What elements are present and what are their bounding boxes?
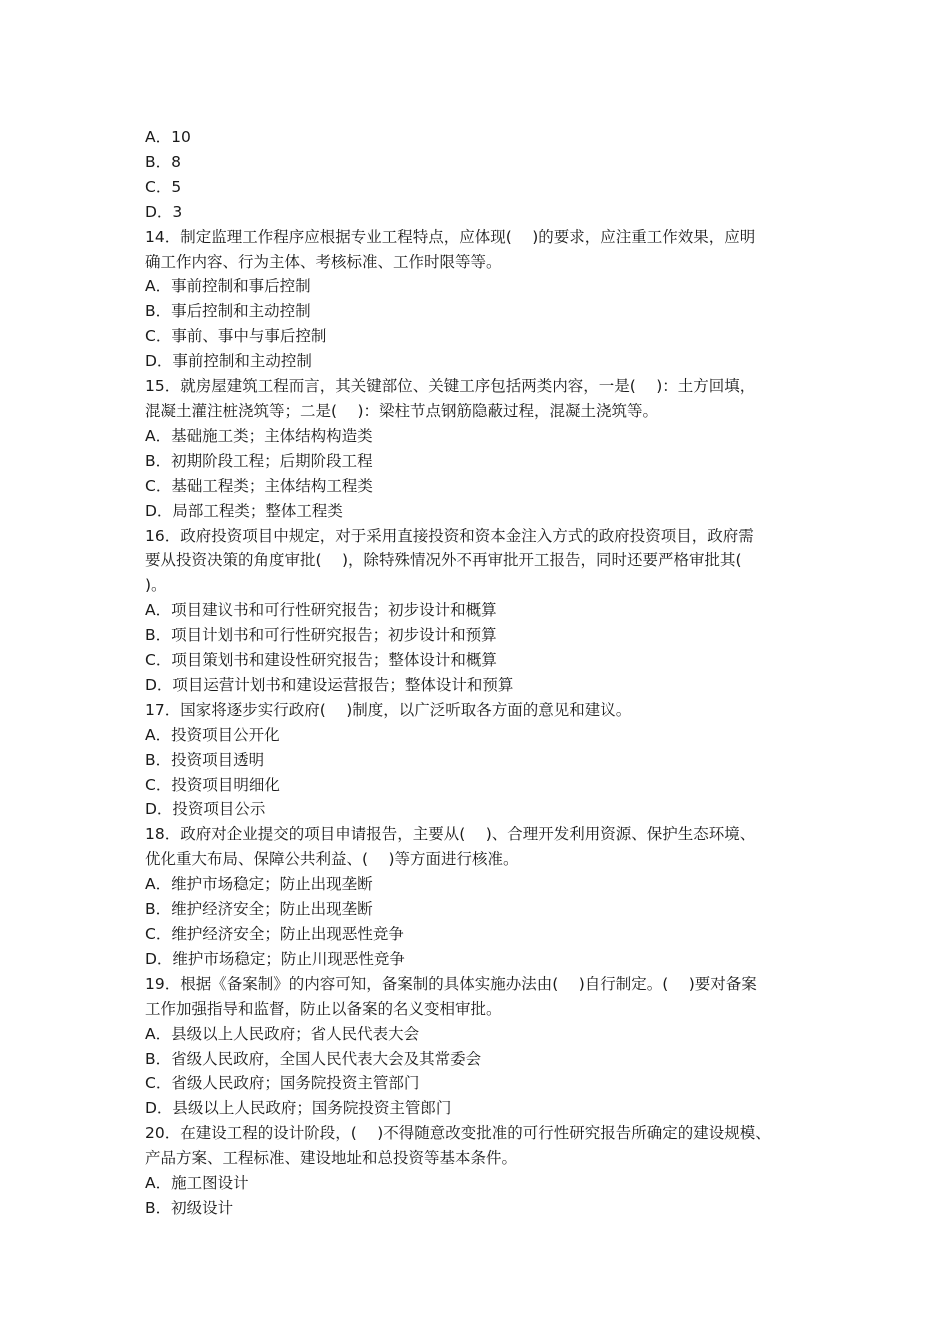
question-19: 19．根据《备案制》的内容可知，备案制的具体实施办法由( )自行制定。( )要对备案	[145, 974, 757, 993]
option-d: D．县级以上人民政府；国务院投资主管郎门	[145, 1099, 452, 1118]
option-b: B．初级设计	[145, 1198, 234, 1217]
option-d: D．事前控制和主动控制	[145, 352, 312, 371]
option-c: C．项目策划书和建设性研究报告；整体设计和概算	[145, 651, 497, 670]
option-a: A．维护市场稳定；防止出现垄断	[145, 875, 373, 894]
option-a: A．县级以上人民政府；省人民代表大会	[145, 1024, 420, 1043]
text-line: 工作加强指导和监督，防止以备案的名义变相审批。	[145, 999, 502, 1018]
question-14: 14．制定监理工作程序应根据专业工程特点，应体现( )的要求，应注重工作效果，应明	[145, 227, 756, 246]
option-b: B．项目计划书和可行性研究报告；初步设计和预算	[145, 626, 497, 645]
option-c: C．事前、事中与事后控制	[145, 327, 327, 346]
option-b: B．初期阶段工程；后期阶段工程	[145, 451, 373, 470]
option-b: B．事后控制和主动控制	[145, 302, 311, 321]
option-a: A．施工图设计	[145, 1174, 249, 1193]
text-line: C．5	[145, 177, 182, 196]
text-line: )。	[145, 576, 167, 595]
option-c: C．基础工程类；主体结构工程类	[145, 476, 373, 495]
question-16: 16．政府投资项目中规定，对于采用直接投资和资本金注入方式的政府投资项目，政府需	[145, 526, 754, 545]
option-d: D．维护市场稳定；防止川现恶性竞争	[145, 949, 405, 968]
question-20: 20．在建设工程的设计阶段，( )不得随意改变批准的可行性研究报告所确定的建设规模、	[145, 1124, 771, 1143]
option-b: B．投资项目透明	[145, 750, 265, 769]
option-d: D．局部工程类；整体工程类	[145, 501, 343, 520]
option-c: C．维护经济安全；防止出现恶性竞争	[145, 925, 404, 943]
text-line: A．10	[145, 128, 191, 146]
option-c: C．投资项目明细化	[145, 775, 280, 794]
option-a: A．基础施工类；主体结构构造类	[145, 426, 373, 445]
question-list	[145, 125, 820, 1221]
question-18: 18．政府对企业提交的项目申请报告，主要从( )、合理开发利用资源、保护生态环境、	[145, 825, 756, 844]
option-c: C．省级人民政府；国务院投资主管部门	[145, 1074, 420, 1093]
text-line: D．3	[145, 202, 183, 221]
option-a: A．项目建议书和可行性研究报告；初步设计和概算	[145, 601, 497, 620]
text-line: 混凝土灌注桩浇筑等；二是( )：梁柱节点钢筋隐蔽过程，混凝土浇筑等。	[145, 401, 659, 420]
question-17: 17．国家将逐步实行政府( )制度，以广泛听取各方面的意见和建议。	[145, 700, 632, 719]
option-b: B．省级人民政府，全国人民代表大会及其常委会	[145, 1049, 482, 1068]
option-d: D．项目运营计划书和建设运营报告；整体设计和预算	[145, 675, 514, 694]
option-b: B．维护经济安全；防止出现垄断	[145, 900, 373, 919]
option-d: D．投资项目公示	[145, 800, 266, 819]
text-line: 确工作内容、行为主体、考核标准、工作时限等等。	[145, 252, 502, 271]
text-line: 产品方案、工程标准、建设地址和总投资等基本条件。	[145, 1149, 518, 1168]
text-line: B．8	[145, 152, 181, 171]
question-15: 15．就房屋建筑工程而言，其关键部位、关键工序包括两类内容，一是( )：土方回填，	[145, 377, 756, 396]
option-a: A．事前控制和事后控制	[145, 277, 311, 296]
text-line: 优化重大布局、保障公共利益、( )等方面进行核准。	[145, 850, 519, 869]
text-line: 要从投资决策的角度审批( )，除特殊情况外不再审批开工报告，同时还要严格审批其(	[145, 551, 742, 570]
option-a: A．投资项目公开化	[145, 725, 280, 744]
